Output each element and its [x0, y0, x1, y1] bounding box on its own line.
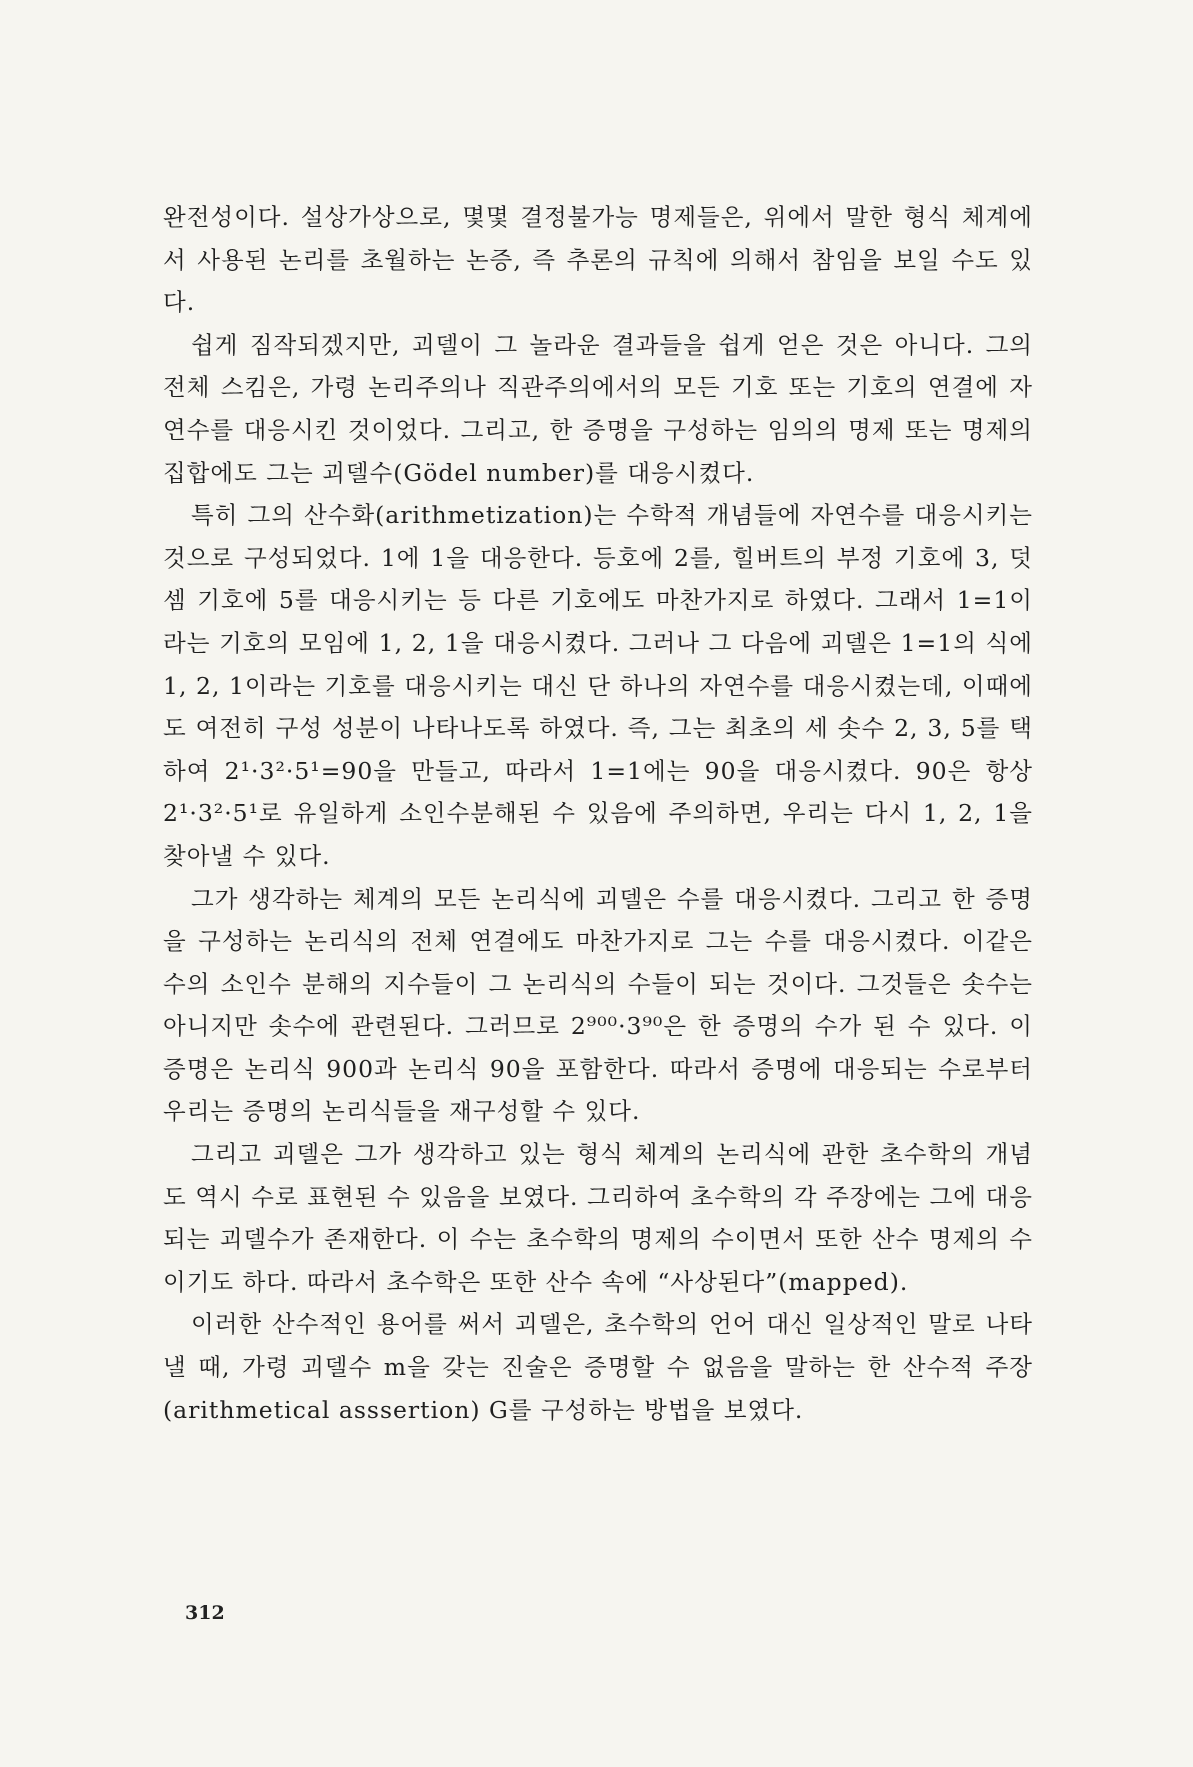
paragraph-1: 완전성이다. 설상가상으로, 몇몇 결정불가능 명제들은, 위에서 말한 형식 체계에서 사용된 논리를 초월하는 논증, 즉 추론의 규칙에 의해서 참임을 보일 수도 있다.: [163, 203, 1033, 317]
body-text: [163, 196, 1033, 1431]
paragraph-5: 그리고 괴델은 그가 생각하고 있는 형식 체계의 논리식에 관한 초수학의 개념도 역시 수로 표현된 수 있음을 보였다. 그리하여 초수학의 각 주장에는 그에 대응되는 괴델수가 존재한다. 이 수는 초수학의 명제의 수이면서 또한 산수 명제의 수이기도 하다. 따라서 초수학은 또한 산수 속에 “사상된다”(mapped).: [163, 1140, 1033, 1296]
paragraph-6: 이러한 산수적인 용어를 써서 괴델은, 초수학의 언어 대신 일상적인 말로 나타낼 때, 가령 괴델수 m을 갖는 진술은 증명할 수 없음을 말하는 한 산수적 주장(arithmetical asssertion) G를 구성하는 방법을 보였다.: [163, 1310, 1033, 1424]
paragraph-4: 그가 생각하는 체계의 모든 논리식에 괴델은 수를 대응시켰다. 그리고 한 증명을 구성하는 논리식의 전체 연결에도 마찬가지로 그는 수를 대응시켰다. 이같은 수의 소인수 분해의 지수들이 그 논리식의 수들이 되는 것이다. 그것들은 솟수는 아니지만 솟수에 관련된다. 그러므로 2⁹⁰⁰·3⁹⁰은 한 증명의 수가 된 수 있다. 이 증명은 논리식 900과 논리식 90을 포함한다. 따라서 증명에 대응되는 수로부터 우리는 증명의 논리식들을 재구성할 수 있다.: [163, 884, 1033, 1126]
paragraph-2: 쉽게 짐작되겠지만, 괴델이 그 놀라운 결과들을 쉽게 얻은 것은 아니다. 그의 전체 스킴은, 가령 논리주의나 직관주의에서의 모든 기호 또는 기호의 연결에 자연수를 대응시킨 것이었다. 그리고, 한 증명을 구성하는 임의의 명제 또는 명제의 집합에도 그는 괴델수(Gödel number)를 대응시켰다.: [163, 330, 1033, 487]
page-number: 312: [185, 1602, 225, 1624]
paragraph-3: 특히 그의 산수화(arithmetization)는 수학적 개념들에 자연수를 대응시키는 것으로 구성되었다. 1에 1을 대응한다. 등호에 2를, 힐버트의 부정 기호에 3, 덧셈 기호에 5를 대응시키는 등 다른 기호에도 마찬가지로 하였다. 그래서 1=1이라는 기호의 모임에 1, 2, 1을 대응시켰다. 그러나 그 다음에 괴델은 1=1의 식에 1, 2, 1이라는 기호를 대응시키는 대신 단 하나의 자연수를 대응시켰는데, 이때에도 여전히 구성 성분이 나타나도록 하였다. 즉, 그는 최초의 세 솟수 2, 3, 5를 택하여 2¹·3²·5¹=90을 만들고, 따라서 1=1에는 90을 대응시켰다. 90은 항상 2¹·3²·5¹로 유일하게 소인수분해된 수 있음에 주의하면, 우리는 다시 1, 2, 1을 찾아낼 수 있다.: [163, 501, 1033, 870]
